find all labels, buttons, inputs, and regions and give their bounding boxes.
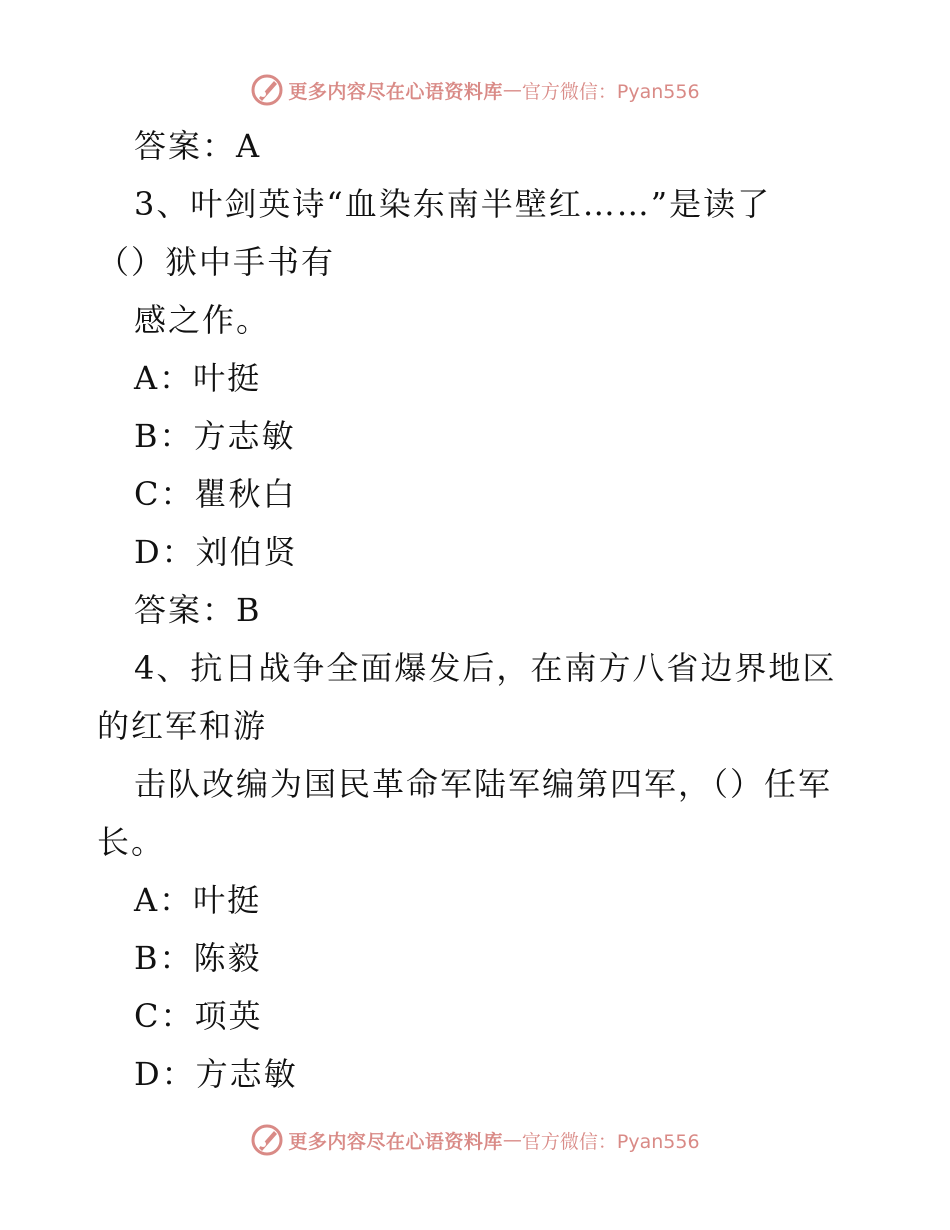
option-d-q4: D：方志敏 — [134, 1055, 298, 1093]
pen-logo-icon — [250, 73, 284, 107]
question-3-line-3: 感之作。 — [134, 301, 271, 339]
question-4-line-2: 的红军和游 — [97, 707, 268, 745]
option-d-q3: D：刘伯贤 — [134, 533, 298, 571]
answer-line-q3: 答案：B — [134, 591, 262, 629]
page-header-banner — [0, 70, 950, 110]
question-4-line-4: 长。 — [97, 823, 166, 861]
page-footer-banner — [0, 1120, 950, 1160]
footer-dash: — — [502, 1129, 522, 1151]
option-c-q3: C：瞿秋白 — [134, 475, 297, 513]
header-text: 更多内容尽在心语资料库 — [288, 80, 503, 103]
option-a-q4: A：叶挺 — [134, 881, 262, 919]
header-suffix: 官方微信：Pyan556 — [521, 80, 700, 103]
question-3-line-1: 3、叶剑英诗“血染东南半壁红……”是读了 — [134, 185, 772, 223]
option-a-q3: A：叶挺 — [134, 359, 262, 397]
option-b-q4: B：陈毅 — [134, 939, 262, 977]
footer-suffix: 官方微信：Pyan556 — [521, 1130, 700, 1153]
question-4-line-3: 击队改编为国民革命军陆军编第四军，（）任军 — [134, 765, 833, 803]
answer-line-q2: 答案：A — [134, 127, 262, 165]
footer-text: 更多内容尽在心语资料库 — [288, 1130, 503, 1153]
pen-logo-icon — [250, 1123, 284, 1157]
option-b-q3: B：方志敏 — [134, 417, 296, 455]
question-3-line-2: （）狱中手书有 — [97, 243, 336, 281]
option-c-q4: C：项英 — [134, 997, 263, 1035]
question-4-line-1: 4、抗日战争全面爆发后，在南方八省边界地区 — [134, 649, 837, 687]
header-dash: — — [502, 79, 522, 101]
